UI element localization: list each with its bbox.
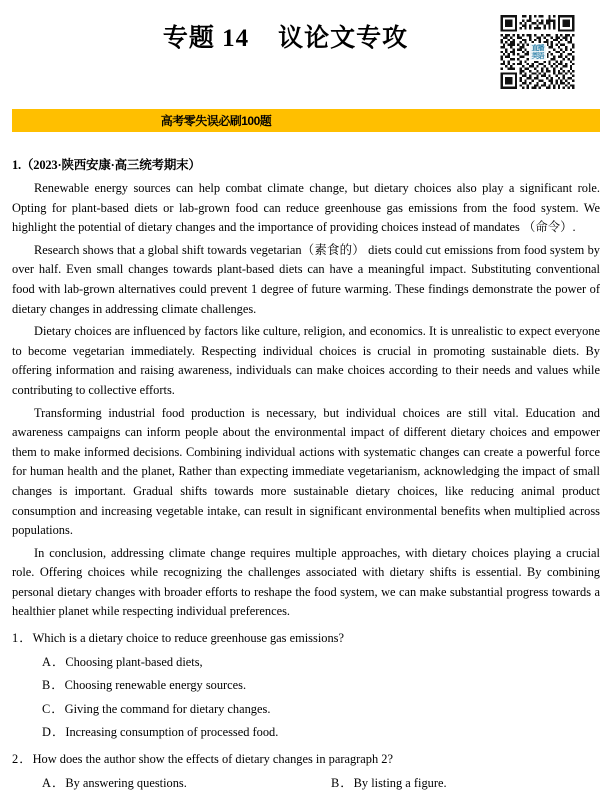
series-banner	[12, 109, 600, 132]
passage-paragraph: Transforming industrial food production is necessary, but individual choices are still vital. Education and awareness campaigns can inform people about the environmental impact of different dietary choices and empower them to make informed decisions. Combining individual actions with systematic changes can create a powerful force for human health and the planet, Rather than expecting immediate vegetarianism, acknowledging the impact of small changes is important. Gradual shifts towards more sustainable dietary choices, like reducing animal product consumption and increasing vegetable intake, can result in significant environmental benefits when multiplied across populations.	[12, 405, 600, 538]
qr-logo: 直播英语	[529, 43, 547, 61]
passage-paragraph: Renewable energy sources can help combat climate change, but dietary choices also play a significant role. Opting for plant-based diets or lab-grown food can reduce greenhouse gas emissions from the food system. We highlight the potential of dietary changes and the importance of providing choices instead of mandates （命令）.	[12, 181, 600, 235]
exercise-content	[12, 155, 600, 793]
option-b-label: B．	[42, 678, 65, 693]
option-c-label: C．	[42, 701, 65, 716]
option-c[interactable]	[12, 700, 600, 720]
qr-code[interactable]	[498, 9, 577, 95]
option-a-label: A．	[42, 654, 66, 669]
question-number: 1．	[12, 631, 33, 646]
question-item	[12, 750, 600, 793]
option-d[interactable]	[12, 723, 600, 743]
option-b[interactable]	[321, 774, 610, 793]
option-a-text: By answering questions.	[65, 775, 187, 790]
passage-paragraph: In conclusion, addressing climate change requires multiple approaches, with dietary choices playing a crucial role. Offering choices while recognizing the challenges associated with dietary shifts is essential. By combining personal dietary changes with broader efforts to reshape the food system, we can make substantial progress towards a healthier planet while respecting individual preferences.	[12, 545, 600, 619]
option-b-text: Choosing renewable energy sources.	[64, 678, 247, 693]
option-b[interactable]	[12, 676, 600, 696]
option-d-label: D．	[42, 725, 66, 740]
option-d-text: Increasing consumption of processed food.	[65, 725, 279, 740]
question-stem-text: How does the author show the effects of dietary changes in paragraph 2?	[32, 752, 393, 767]
question-item	[12, 629, 600, 743]
option-c-text: Giving the command for dietary changes.	[64, 701, 271, 716]
option-a-label: A．	[42, 775, 66, 790]
question-stem-text: Which is a dietary choice to reduce greenhouse gas emissions?	[32, 631, 344, 646]
option-a[interactable]	[12, 653, 600, 673]
question-source-header: 1.（2023·陕西安康·高三统考期末）	[12, 158, 201, 172]
question-stem	[12, 750, 600, 770]
option-list	[12, 653, 600, 743]
page-title: 专题 14 议论文专攻	[162, 25, 409, 52]
option-b-text: By listing a figure.	[353, 775, 447, 790]
option-list	[12, 774, 600, 793]
question-stem	[12, 629, 600, 649]
series-banner-label: 高考零失误必刷100题	[160, 114, 272, 128]
passage-paragraph: Dietary choices are influenced by factors like culture, religion, and economics. It is unrealistic to expect everyone to become vegetarian immediately. Respecting individual choices is crucial in promoting sustainable diets. By offering information and raising awareness, individuals can make choices according to their needs and values while contributing to collective efforts.	[12, 324, 600, 397]
passage-paragraph: Research shows that a global shift towards vegetarian（素食的） diets could cut emissions from food system by over half. Even small changes towards plant-based diets can have a meaningful impact. Substituting conventional food with lab-grown alternatives could prevent 1 degree of future warming. These findings demonstrate the power of dietary changes in addressing climate challenges.	[12, 242, 600, 316]
question-number: 2．	[12, 752, 33, 767]
option-b-label: B．	[331, 775, 354, 790]
option-a[interactable]	[42, 774, 321, 793]
page-header	[0, 0, 611, 103]
option-a-text: Choosing plant-based diets,	[65, 654, 203, 669]
